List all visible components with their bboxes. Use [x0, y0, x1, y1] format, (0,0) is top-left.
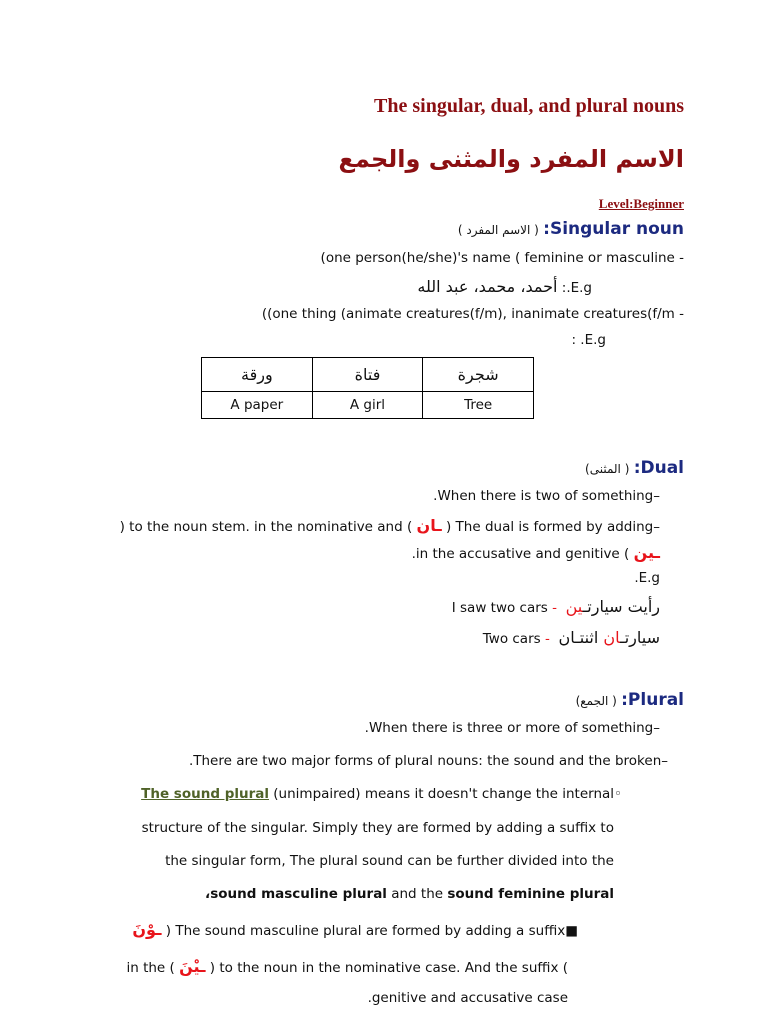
dual-example-1-arabic-suffix: ين	[565, 597, 583, 616]
plural-line-3-rest: (unimpaired) means it doesn't change the internal◦	[269, 786, 622, 802]
dual-suffix-accusative: ـين	[633, 543, 660, 562]
plural-line-4: structure of the singular. Simply they are formed by adding a suffix to	[141, 820, 614, 836]
plural-line-7	[132, 920, 578, 940]
dual-line-2-start: ) to the noun stem. in the nominative and (	[119, 519, 413, 535]
dual-example-1-arabic-stem: رأيت سيارتـ	[582, 597, 660, 616]
plural-heading-arabic: (الجمع )	[575, 694, 617, 708]
singular-example-arabic: أحمد، محمد، عبد الله	[417, 277, 558, 296]
dual-line-3-start: .in the accusative and genitive (	[411, 546, 630, 562]
table-row	[202, 392, 534, 419]
dual-example-2-arabic-suffix: ان	[603, 628, 621, 647]
dual-heading	[585, 458, 684, 479]
plural-line-3	[141, 786, 622, 803]
dual-example-2-arabic-number: اثنتـان	[558, 628, 604, 647]
dual-example-1-dash: -	[552, 600, 557, 616]
table-cell-english: A paper	[202, 392, 313, 419]
plural-line-5: the singular form, The plural sound can be further divided into the	[165, 853, 614, 869]
plural-line-6	[205, 886, 614, 903]
vocab-table	[201, 357, 534, 419]
dual-line-2-end: ) The dual is formed by adding–	[445, 519, 660, 535]
sound-feminine-plural-term: sound feminine plural	[447, 886, 614, 902]
dual-suffix-nominative: ـان	[416, 516, 442, 535]
dual-line-1: .When there is two of something–	[433, 488, 660, 504]
singular-heading-text: :Singular noun	[543, 219, 684, 239]
singular-line-2: ((one thing (animate creatures(f/m), inanimate creatures(f/m -	[261, 306, 684, 322]
sound-plural-term: The sound plural	[141, 786, 269, 802]
dual-example-1-english: I saw two cars	[451, 600, 548, 616]
table-cell-arabic: شجرة	[423, 358, 534, 392]
masculine-plural-suffix-nominative: ـوْنَ	[132, 920, 162, 939]
dual-heading-text: :Dual	[633, 458, 684, 478]
table-row	[202, 358, 534, 392]
dual-line-2	[120, 516, 660, 536]
plural-line-8	[126, 957, 568, 977]
table-cell-english: A girl	[312, 392, 423, 419]
plural-heading-text: :Plural	[621, 690, 684, 710]
dual-example-2-arabic	[558, 628, 660, 647]
plural-heading	[576, 690, 684, 711]
dual-example-1	[452, 597, 660, 617]
dual-example-2-english: Two cars	[482, 631, 541, 647]
plural-line-8-end: ) to the noun in the nominative case. And the suffix (	[209, 960, 568, 976]
plural-line-6-comma: ،	[205, 886, 211, 902]
singular-example-1	[417, 277, 592, 297]
table-cell-english: Tree	[423, 392, 534, 419]
dual-line-3	[412, 543, 660, 563]
sound-masculine-plural-term: sound masculine plural	[210, 886, 387, 902]
dual-example-2-arabic-stem: سيارتـ	[620, 628, 660, 647]
table-cell-arabic: فتاة	[312, 358, 423, 392]
dual-example-2-dash: -	[544, 631, 550, 647]
singular-heading-arabic: ( الاسم المفرد )	[457, 223, 539, 237]
plural-line-2: .There are two major forms of plural nouns: the sound and the broken–	[188, 753, 668, 769]
singular-example-prefix: :.E.g	[561, 280, 592, 296]
plural-line-8-start: in the (	[126, 960, 175, 976]
masculine-plural-suffix-accusative: ـيْنَ	[179, 957, 206, 976]
page-title: The singular, dual, and plural nouns	[374, 95, 684, 117]
dual-example-label: .E.g	[634, 570, 660, 586]
singular-example-2: : .E.g	[571, 332, 606, 348]
singular-heading	[458, 219, 684, 240]
page-title-arabic: الاسم المفرد والمثنى والجمع	[338, 145, 684, 173]
singular-line-1: (one person(he/she)'s name ( feminine or masculine -	[320, 250, 684, 266]
plural-line-6-and: and the	[386, 886, 448, 902]
level-label: Level:Beginner	[598, 196, 684, 211]
dual-example-2	[483, 628, 660, 648]
table-cell-arabic: ورقة	[202, 358, 313, 392]
dual-heading-arabic: (المثنى )	[585, 462, 630, 476]
plural-line-1: .When there is three or more of something–	[364, 720, 660, 736]
dual-example-1-arabic	[566, 597, 660, 616]
plural-line-9: .genitive and accusative case	[367, 990, 568, 1006]
plural-line-7-text: ) The sound masculine plural are formed by adding a suffix■	[161, 923, 578, 939]
